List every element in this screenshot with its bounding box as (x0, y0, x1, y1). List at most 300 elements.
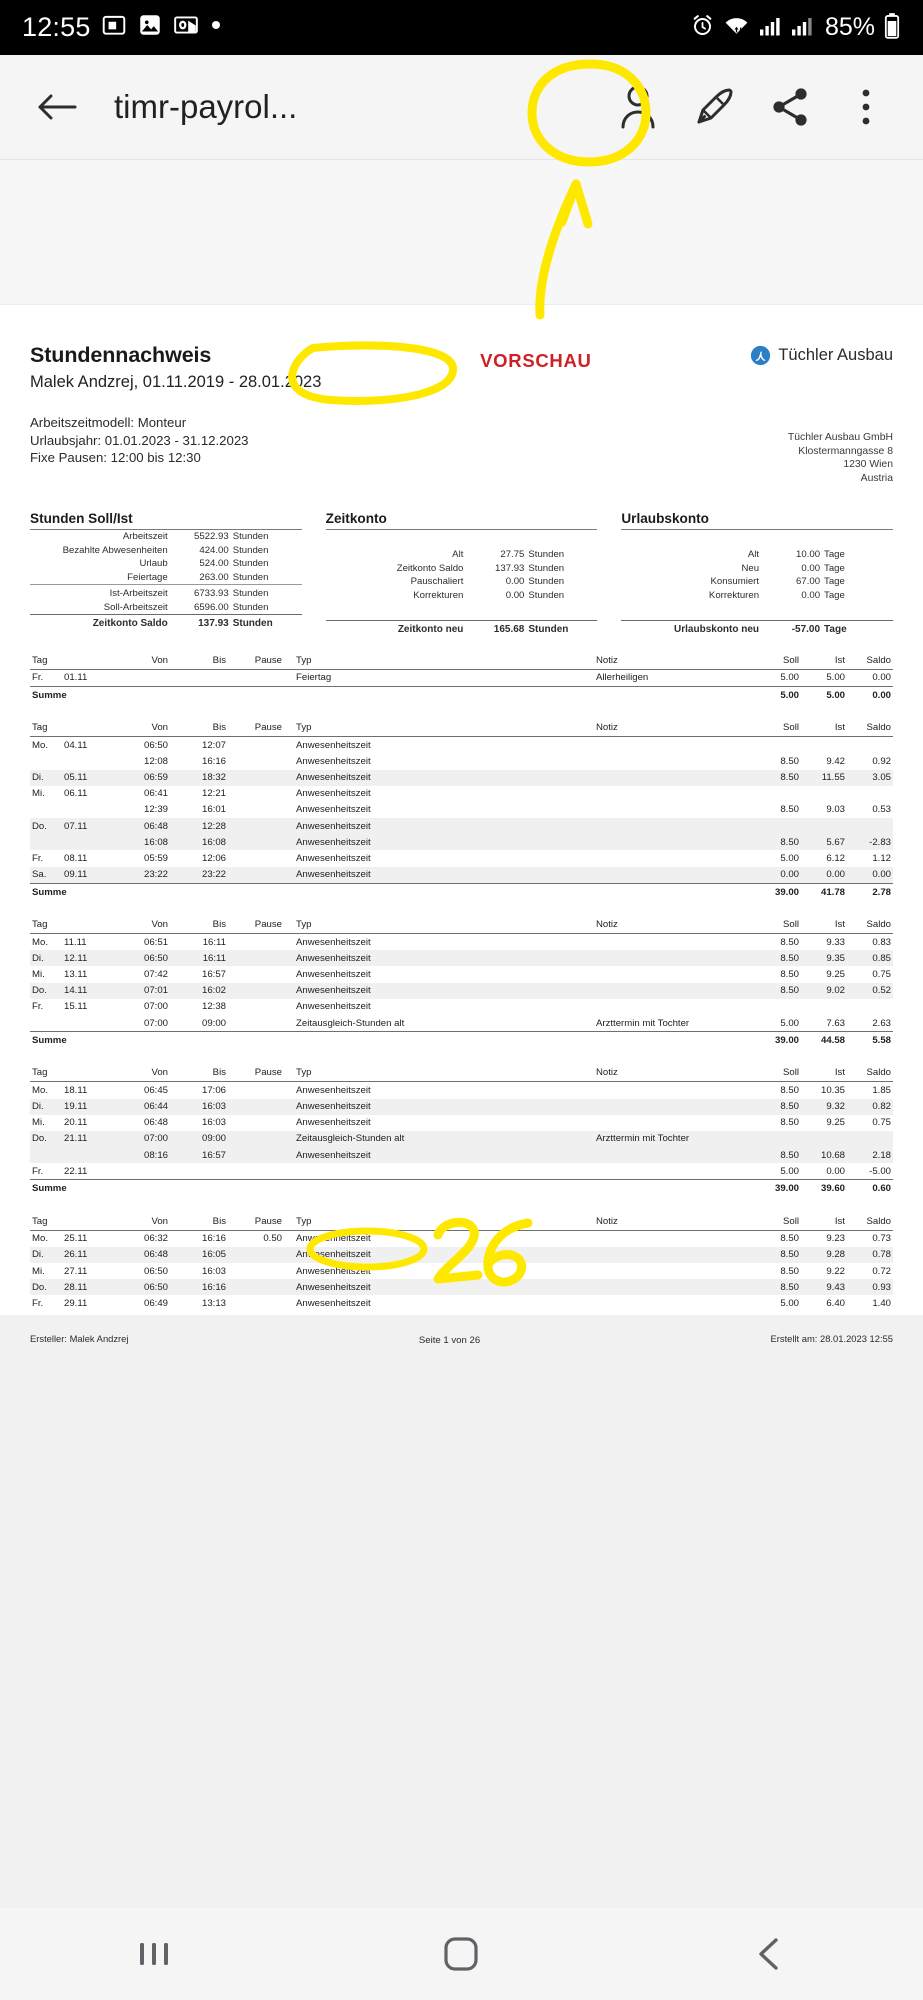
cell-typ: Anwesenheitszeit (296, 1233, 371, 1245)
cell-bis: 16:57 (201, 968, 226, 980)
cell-ist: 7.63 (826, 1017, 845, 1029)
cell-bis: 16:57 (184, 1147, 242, 1163)
cell-date (64, 1015, 122, 1032)
company-address-line-4: Austria (860, 472, 893, 484)
footer-page-number: Seite 1 von 26 (418, 1334, 481, 1346)
cell-ist: 9.02 (799, 983, 845, 999)
back-button[interactable] (26, 76, 88, 138)
cell-saldo (845, 999, 893, 1015)
cell-von: 06:32 (143, 1233, 168, 1245)
cell-bis: 12:06 (201, 853, 226, 865)
column-header-soll: Soll (747, 1213, 799, 1230)
cell-date: 26.11 (64, 1247, 122, 1263)
summary-spacer-row (621, 539, 893, 548)
signal-icon (758, 13, 782, 43)
table-row (30, 1247, 893, 1263)
page-title: Stundennachweis (30, 343, 212, 367)
cell-notiz (500, 850, 747, 866)
cell-ist: 9.42 (826, 755, 845, 767)
column-header-tag: Tag (30, 1065, 122, 1082)
cell-notiz (500, 770, 747, 786)
summary-row-value: 0.00 Tage (801, 590, 845, 602)
cell-tag: Di. (30, 950, 64, 966)
cell-tag: Do. (30, 983, 64, 999)
summary-row-label: Alt (747, 549, 760, 561)
summary-row (326, 620, 598, 636)
cell-typ: Anwesenheitszeit (290, 770, 500, 786)
cell-bis (184, 669, 242, 686)
cell-typ (290, 1163, 500, 1180)
summary-row-label: Alt (452, 549, 464, 561)
cell-soll: 5.00 (780, 1165, 799, 1177)
cell-saldo: 0.75 (872, 1117, 891, 1129)
cell-date: 22.11 (64, 1165, 88, 1177)
cell-von: 06:41 (143, 788, 168, 800)
table-row (30, 983, 893, 999)
cell-notiz (500, 1263, 747, 1279)
table-row (30, 999, 893, 1015)
cell-notiz (500, 786, 747, 802)
cell-von: 06:50 (143, 1265, 168, 1277)
cell-bis: 16:03 (201, 1117, 226, 1129)
cell-tag: Mo. (32, 739, 48, 751)
document-meta (30, 414, 893, 485)
cell-saldo: 0.52 (845, 983, 893, 999)
cell-ist: 9.32 (799, 1099, 845, 1115)
cell-typ: Anwesenheitszeit (296, 853, 371, 865)
summary-spacer-row (326, 611, 598, 620)
cell-ist: 9.25 (826, 968, 845, 980)
status-bar-left (22, 12, 223, 43)
timesheet-table (30, 1065, 893, 1197)
column-header-bis: Bis (184, 720, 242, 737)
cell-date: 15.11 (64, 1001, 88, 1013)
cell-bis (184, 1163, 242, 1180)
summary-row (30, 544, 302, 558)
cell-pause (242, 1099, 290, 1115)
cell-tag: Mi. (32, 968, 45, 980)
table-summary-row (30, 1032, 893, 1049)
cell-von (122, 669, 184, 686)
column-header-soll: Soll (747, 916, 799, 933)
column-header-ist: Ist (799, 1065, 845, 1082)
cell-ist: 9.23 (826, 1233, 845, 1245)
cell-saldo (845, 737, 893, 754)
cell-typ: Anwesenheitszeit (296, 804, 371, 816)
share-button[interactable] (759, 76, 821, 138)
cell-typ: Zeitausgleich-Stunden alt (296, 1017, 405, 1029)
cell-saldo: 0.93 (845, 1279, 893, 1295)
column-header-ist: Ist (799, 916, 845, 933)
cell-tag: Sa. (30, 867, 64, 884)
overflow-menu-button[interactable] (835, 76, 897, 138)
summary-row-label: Arbeitszeit (122, 531, 168, 543)
cell-soll: 8.50 (747, 1147, 799, 1163)
table-row (30, 1263, 893, 1279)
cell-typ: Anwesenheitszeit (296, 1084, 371, 1096)
cell-von: 05:59 (143, 853, 168, 865)
column-header-bis: Bis (184, 1065, 242, 1082)
cell-typ: Anwesenheitszeit (290, 1279, 500, 1295)
cell-soll: 5.00 (780, 1297, 799, 1309)
cell-date: 08.11 (64, 853, 88, 865)
cell-typ: Anwesenheitszeit (290, 983, 500, 999)
pen-icon (691, 84, 737, 130)
column-header-pause: Pause (242, 1065, 290, 1082)
column-header-pause: Pause (242, 1213, 290, 1230)
footer-creator: Ersteller: Malek Andzrej (30, 1333, 129, 1345)
cell-von: 07:01 (122, 983, 184, 999)
table-header-row (30, 1213, 893, 1230)
column-header-notiz: Notiz (500, 1065, 747, 1082)
watermark-container (321, 343, 750, 375)
cell-typ: Anwesenheitszeit (290, 867, 500, 884)
column-header-von: Von (122, 1213, 184, 1230)
column-header-pause: Pause (242, 720, 290, 737)
cell-notiz: Allerheiligen (596, 672, 649, 684)
summary-spacer-row (326, 530, 598, 539)
table-row (30, 1115, 893, 1131)
summary-block-2 (621, 511, 893, 636)
cell-von: 06:48 (122, 818, 184, 834)
company-address-line-3: 1230 Wien (843, 459, 893, 470)
cell-notiz (500, 950, 747, 966)
cell-typ: Feiertag (296, 672, 332, 684)
cell-bis: 16:01 (201, 804, 226, 816)
cell-date (64, 1147, 122, 1163)
summary-row-label: Feiertage (127, 572, 168, 584)
folder-icon (101, 12, 127, 43)
column-header-tag: Tag (30, 652, 122, 669)
signal2-icon (790, 13, 814, 43)
column-header-von: Von (122, 1065, 184, 1082)
viewer-top-spacer (0, 160, 923, 305)
cell-saldo (845, 818, 893, 834)
cell-soll: 5.00 (780, 1017, 799, 1029)
cell-saldo: 0.53 (872, 804, 891, 816)
cell-pause (242, 1279, 290, 1295)
cell-pause (242, 834, 290, 850)
table-row (30, 1015, 893, 1032)
cell-notiz (500, 983, 747, 999)
cell-saldo (845, 786, 893, 802)
cell-von: 16:08 (122, 834, 184, 850)
summary-spacer-row (621, 530, 893, 539)
cell-bis: 12:07 (201, 739, 226, 751)
status-time: 12:55 (22, 12, 91, 42)
cell-tag: Fr. (32, 1297, 44, 1309)
cell-bis: 18:32 (184, 770, 242, 786)
image-icon (137, 12, 163, 43)
summary-row-label: Zeitkonto Saldo (30, 615, 177, 631)
column-header-ist: Ist (799, 720, 845, 737)
cell-summe-ist: 41.78 (799, 883, 845, 900)
cell-date (64, 753, 122, 769)
meta-arbeitszeitmodell: Arbeitszeitmodell: Monteur (30, 415, 187, 430)
summary-row-label: Korrekturen (708, 590, 760, 602)
cell-bis: 16:03 (184, 1099, 242, 1115)
cell-ist: 0.00 (826, 1165, 845, 1177)
cell-soll: 5.00 (780, 853, 799, 865)
summary-row (30, 571, 302, 585)
cell-notiz (500, 1082, 747, 1099)
table-summary-row (30, 883, 893, 900)
cell-tag: Mi. (32, 1117, 45, 1129)
cell-pause (242, 867, 290, 884)
cell-ist: 9.35 (799, 950, 845, 966)
nav-back-button[interactable] (709, 1924, 829, 1984)
table-row (30, 867, 893, 884)
cell-von: 12:39 (143, 804, 168, 816)
cell-date: 11.11 (64, 936, 87, 948)
cell-pause (242, 818, 290, 834)
cell-ist: 5.67 (799, 834, 845, 850)
cell-soll: 8.50 (780, 968, 799, 980)
cell-ist: 9.33 (826, 936, 845, 948)
cell-notiz (500, 802, 747, 818)
summary-row (30, 530, 302, 544)
column-header-von: Von (122, 652, 184, 669)
recents-button[interactable] (94, 1924, 214, 1984)
cell-ist (799, 786, 845, 802)
column-header-soll: Soll (747, 1065, 799, 1082)
summary-row-value: 0.00 Stunden (505, 576, 565, 588)
cell-von: 07:00 (143, 1001, 168, 1013)
column-header-notiz: Notiz (500, 916, 747, 933)
cell-soll (747, 1131, 799, 1147)
system-nav-bar (0, 1908, 923, 2000)
cell-ist: 11.55 (799, 770, 845, 786)
cell-summe-label: Summe (30, 1180, 747, 1197)
share-icon (768, 85, 812, 129)
cell-summe-saldo: 5.58 (845, 1032, 893, 1049)
summary-row-label: Soll-Arbeitszeit (103, 601, 168, 613)
document-header (30, 343, 893, 392)
table-row (30, 818, 893, 834)
cell-date (64, 834, 122, 850)
overflow-icon (859, 85, 873, 129)
cell-tag: Do. (30, 1279, 64, 1295)
cell-pause: 0.50 (263, 1233, 282, 1245)
cell-typ: Anwesenheitszeit (296, 1001, 371, 1013)
cell-summe-saldo: 0.00 (845, 686, 893, 703)
cell-date: 25.11 (64, 1233, 88, 1245)
cell-saldo (845, 1131, 893, 1147)
cell-soll: 8.50 (780, 1117, 799, 1129)
table-row (30, 1230, 893, 1247)
summary-row (326, 562, 598, 576)
cell-date: 12.11 (64, 950, 122, 966)
cell-saldo: 0.85 (845, 950, 893, 966)
summary-row (621, 620, 893, 636)
table-header-row (30, 652, 893, 669)
pen-button[interactable] (683, 76, 745, 138)
cell-ist (799, 818, 845, 834)
column-header-notiz: Notiz (500, 720, 747, 737)
document-footer (30, 1330, 893, 1348)
cell-notiz (500, 753, 747, 769)
home-icon (441, 1934, 481, 1974)
cell-soll: 8.50 (780, 1233, 799, 1245)
cell-typ: Anwesenheitszeit (296, 755, 371, 767)
cell-von: 12:08 (143, 755, 168, 767)
cell-soll: 8.50 (747, 834, 799, 850)
column-header-bis: Bis (184, 652, 242, 669)
summary-spacer-row (621, 602, 893, 611)
company-address-line-1: Tüchler Ausbau GmbH (787, 432, 893, 443)
cell-soll (747, 999, 799, 1015)
table-row (30, 669, 893, 686)
cell-saldo: 1.40 (872, 1297, 891, 1309)
cell-notiz (500, 834, 747, 850)
cell-soll (747, 818, 799, 834)
column-header-typ: Typ (290, 1213, 500, 1230)
cell-bis: 09:00 (184, 1131, 242, 1147)
column-header-saldo: Saldo (845, 720, 893, 737)
cell-notiz: Arzttermin mit Tochter (500, 1131, 747, 1147)
cell-saldo: 2.18 (845, 1147, 893, 1163)
table-summary-row (30, 1180, 893, 1197)
column-header-tag: Tag (30, 720, 122, 737)
alarm-icon (690, 13, 715, 43)
cell-soll: 8.50 (780, 804, 799, 816)
cell-tag: Fr. (32, 672, 44, 684)
cell-von: 23:22 (122, 867, 184, 884)
table-row (30, 1131, 893, 1147)
cell-pause (242, 1247, 290, 1263)
cell-von: 08:16 (122, 1147, 184, 1163)
summary-table (326, 530, 598, 636)
cell-tag: Di. (30, 1247, 64, 1263)
column-header-bis: Bis (184, 916, 242, 933)
cell-saldo: 1.85 (872, 1084, 891, 1096)
document-header-left (30, 343, 321, 392)
cell-pause (242, 999, 290, 1015)
meta-fixe-pausen: Fixe Pausen: 12:00 bis 12:30 (30, 450, 201, 465)
column-header-saldo: Saldo (845, 916, 893, 933)
summary-row-label: Zeitkonto Saldo (396, 562, 464, 574)
battery-icon (883, 12, 901, 44)
cell-ist (799, 1131, 845, 1147)
table-row (30, 966, 893, 982)
cell-summe-soll: 39.00 (747, 883, 799, 900)
cell-notiz (500, 1115, 747, 1131)
cell-pause (242, 737, 290, 754)
cell-bis: 16:16 (201, 1233, 226, 1245)
timesheet-table (30, 652, 893, 703)
cell-saldo: -2.83 (845, 834, 893, 850)
cell-von: 06:49 (143, 1297, 168, 1309)
cell-soll: 8.50 (780, 1265, 799, 1277)
cell-soll: 8.50 (780, 1084, 799, 1096)
summary-row-label: Konsumiert (710, 576, 760, 588)
home-button[interactable] (401, 1924, 521, 1984)
summary-row-value: -57.00 Tage (768, 620, 893, 636)
cell-typ: Anwesenheitszeit (290, 1099, 500, 1115)
cell-soll: 8.50 (747, 983, 799, 999)
cell-tag: Do. (30, 818, 64, 834)
column-header-soll: Soll (747, 652, 799, 669)
cell-typ: Anwesenheitszeit (296, 739, 371, 751)
cell-tag (30, 1147, 64, 1163)
summary-row-value: 524.00 Stunden (199, 558, 269, 570)
cell-von: 06:50 (143, 739, 168, 751)
document-meta-left (30, 414, 788, 485)
summary-spacer-row (326, 539, 598, 548)
cell-ist: 9.03 (826, 804, 845, 816)
cell-pause (242, 1082, 290, 1099)
column-header-typ: Typ (290, 720, 500, 737)
cell-von: 06:45 (143, 1084, 168, 1096)
table-row (30, 934, 893, 951)
cell-bis: 16:05 (184, 1247, 242, 1263)
cell-summe-soll: 5.00 (747, 686, 799, 703)
person-button[interactable] (607, 76, 669, 138)
cell-date: 09.11 (64, 867, 122, 884)
cell-bis: 16:16 (201, 755, 226, 767)
cell-tag (30, 834, 64, 850)
cell-bis: 12:21 (201, 788, 226, 800)
person-icon (616, 83, 660, 131)
cell-date: 06.11 (64, 788, 88, 800)
summary-row-label: Urlaub (139, 558, 168, 570)
cell-soll: 8.50 (747, 1247, 799, 1263)
table-row (30, 802, 893, 818)
cell-bis: 12:38 (201, 1001, 226, 1013)
cell-ist: 6.40 (826, 1297, 845, 1309)
cell-saldo: 0.73 (872, 1233, 891, 1245)
preview-watermark: VORSCHAU (480, 350, 592, 371)
cell-pause (242, 850, 290, 866)
summary-block-title: Urlaubskonto (621, 511, 709, 526)
table-row (30, 1099, 893, 1115)
cell-soll: 8.50 (747, 1099, 799, 1115)
cell-date: 20.11 (64, 1117, 88, 1129)
summary-row-label: Urlaubskonto neu (621, 620, 768, 636)
cell-tag: Fr. (32, 1001, 44, 1013)
column-header-bis: Bis (184, 1213, 242, 1230)
summary-row-label: Bezahlte Abwesenheiten (62, 544, 168, 556)
cell-von: 07:00 (122, 1131, 184, 1147)
column-header-tag: Tag (30, 916, 122, 933)
column-header-soll: Soll (747, 720, 799, 737)
cell-soll: 0.00 (747, 867, 799, 884)
back-icon (752, 1934, 786, 1974)
document-header-right (750, 343, 893, 366)
cell-ist: 9.28 (799, 1247, 845, 1263)
cell-date: 05.11 (64, 770, 122, 786)
cell-date: 28.11 (64, 1279, 122, 1295)
cell-von: 07:42 (143, 968, 168, 980)
cell-soll: 8.50 (747, 950, 799, 966)
cell-notiz (500, 1295, 747, 1311)
cell-tag: Di. (30, 770, 64, 786)
summary-row-value: 263.00 Stunden (199, 572, 269, 584)
cell-soll: 8.50 (780, 936, 799, 948)
cell-notiz (500, 1163, 747, 1180)
summary-row-label: Ist-Arbeitszeit (30, 585, 177, 601)
cell-ist (799, 999, 845, 1015)
app-bar (0, 55, 923, 160)
cell-pause (242, 966, 290, 982)
cell-typ: Anwesenheitszeit (296, 936, 371, 948)
cell-pause (242, 934, 290, 951)
cell-soll (747, 737, 799, 754)
cell-summe-saldo: 2.78 (845, 883, 893, 900)
pdf-viewer[interactable] (0, 160, 923, 2000)
company-address-line-2: Klostermanngasse 8 (798, 445, 893, 457)
cell-bis: 16:11 (202, 936, 226, 948)
